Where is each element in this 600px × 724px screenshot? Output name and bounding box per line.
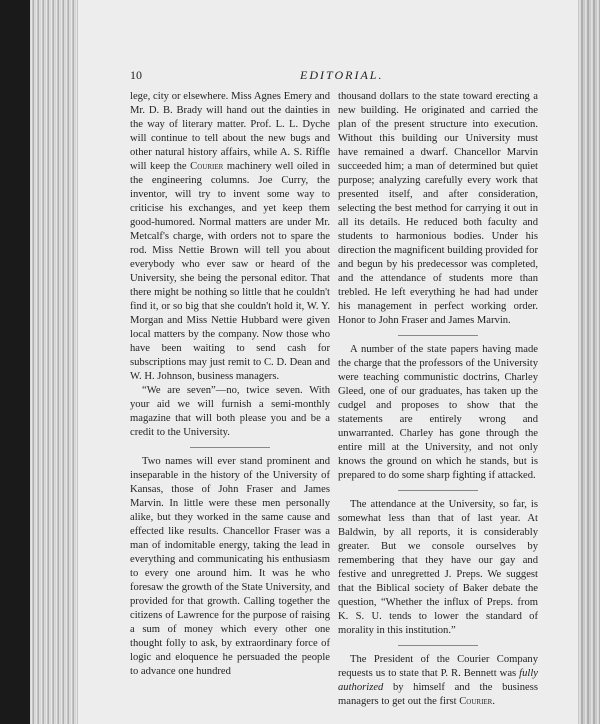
section-divider <box>398 335 478 336</box>
running-title: EDITORIAL. <box>300 68 384 82</box>
book-binding-edge <box>30 0 80 724</box>
page-number: 10 <box>130 68 142 82</box>
fully-authorized-text: fully authorized <box>338 668 538 693</box>
section-divider <box>190 447 270 448</box>
courier-name: Courier <box>190 161 224 172</box>
paragraph-fraser-marvin-continued: thousand dollars to the state toward erecting a new building. He originated and carried the plan of the present structure into execution. Without this building our University must have remained a dwarf. Chancellor Marvin succeeded him; a man of determined but quiet purpose; analyzing carefully every work that presented itself, and after consideration, selecting the best method for carrying it out in all its details. He reduced both faculty and students to harmonious bodies. Under his direction the magnificent building provided for and begun by his predecessor was completed, and the attendance of students more than trebled. He left everything he had had under his management in perfect working order. Honor to John Fraser and James Marvin. <box>338 91 538 326</box>
page-stack-edge <box>578 0 600 724</box>
paragraph-fraser-marvin: Two names will ever stand prominent and inseparable in the history of the University of Kansas, those of John Fraser and James Marvin. In little were these men personally alike, but they worked in the same cause and effected like results. Chancellor Fraser was a man of indomitable energy, taking the lead in everything and communicating his enthusiasm to every one around him. It was he who foresaw the growth of the State University, and provided for that growth. Calling together the citizens of Lawrence for the purpose of raising a sum of money which every other one thought folly to ask, by extraordinary force of logic and eloquence he persuaded the people to advance one hundred <box>130 456 330 677</box>
paragraph-state-papers: A number of the state papers having made the charge that the professors of the University were teaching communistic doctrins, Charley Gleed, one of our graduates, has taken up the cudgel and proposes to show that the statements are entirely wrong and unwarranted. Charley has gone through the entire mill at the University, and not only knows the ground on which he stands, but is prepared to do some sharp fighting if attacked. <box>338 344 538 481</box>
paragraph-staff-announcement: lege, city or elsewhere. Miss Agnes Emery and Mr. D. B. Brady will hand out the dainties in the way of literary matter. Prof. L. L. Dyche will continue to tell about the new bugs and other natural history affairs, while A. S. Riffle will keep the Courier machinery well oiled in the engineering columns. Joe Curry, the inventor, will try to invent some way to criticise his exchanges, and yet keep them good-humored. Normal matters are under Mr. Metcalf's charge, with orders not to spare the rod. Miss Nettie Brown will tell you about everybody who ever saw or heard of the University, she being the personal editor. That there might be nothing so little that he couldn't find it, or so big that she couldn't hold it, W. Y. Morgan and Miss Nettie Hubbard were given local matters by the company. Now those who have been waiting to send cash for subscriptions may just remit to C. D. Dean and W. H. Johnson, business managers. <box>130 91 330 382</box>
page-header <box>130 68 530 86</box>
section-divider <box>398 645 478 646</box>
paragraph-attendance: The attendance at the University, so far, is somewhat less than that of last year. At Baldwin, by all reports, it is considerably greater. But we console ourselves by remembering that they have our gay and festive and unregretted J. Preps. We suggest that the Biblical society of Baker debate the question, “Whether the influx of Preps. from K. S. U. tends to lower the standard of morality in this institution.” <box>338 499 538 636</box>
paragraph-courier-company: The President of the Courier Company requests us to state that P. R. Bennett was fully authorized by himself and the business managers to get out the first Courier. <box>338 654 538 707</box>
section-divider <box>398 490 478 491</box>
paragraph-we-are-seven: “We are seven”—no, twice seven. With your aid we will furnish a semi-monthly magazine that will both please you and be a credit to the University. <box>130 385 330 438</box>
right-column <box>338 90 538 709</box>
left-column <box>130 90 330 679</box>
courier-name: Courier. <box>459 696 495 707</box>
